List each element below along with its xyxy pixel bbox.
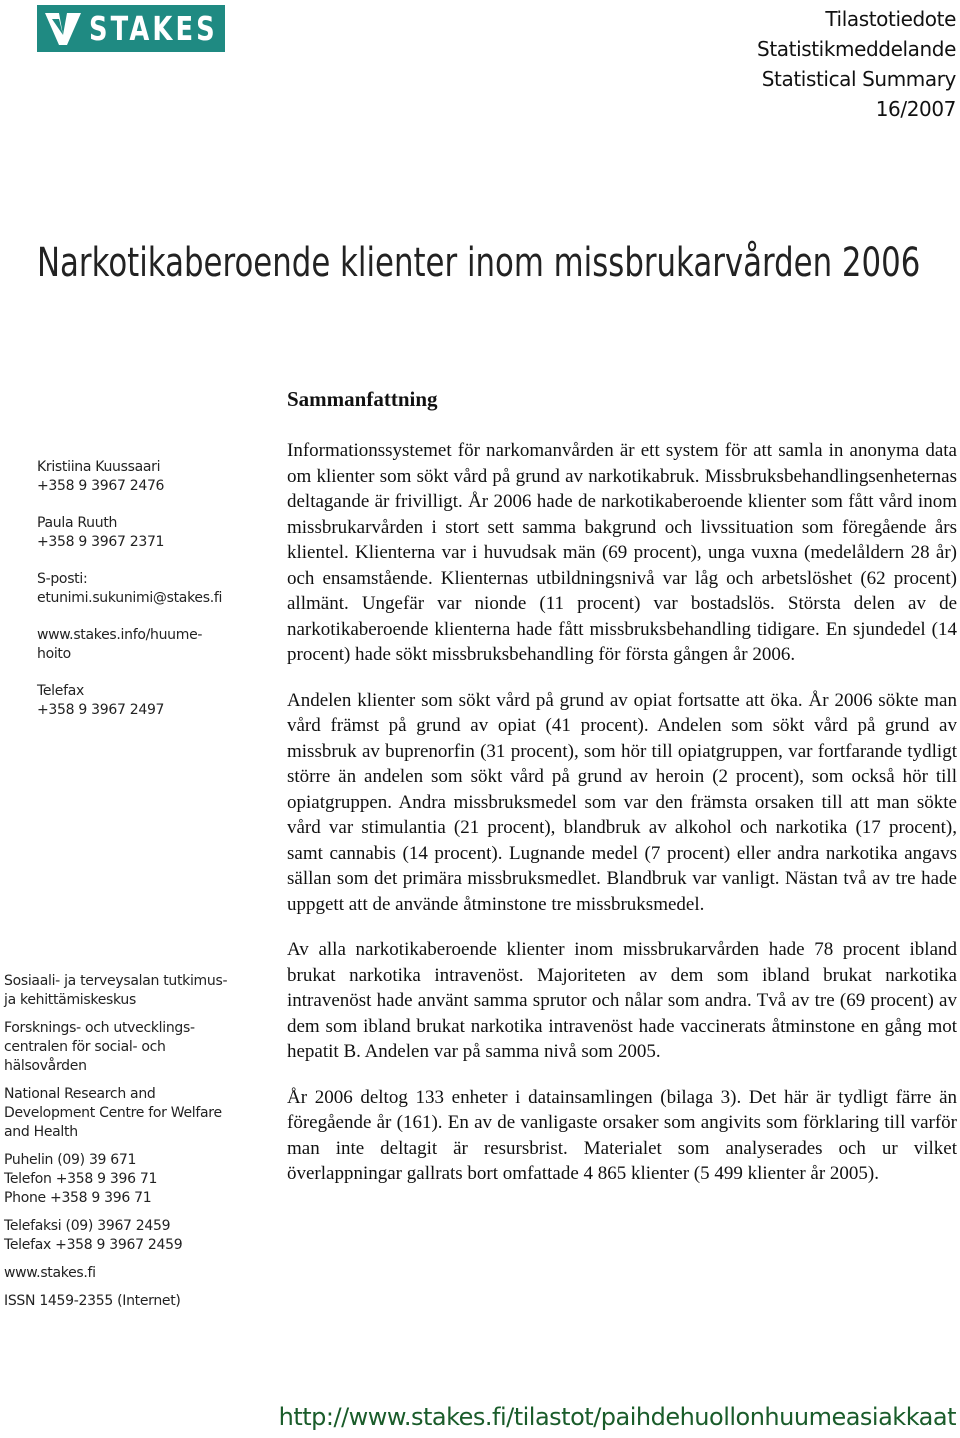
org-issn <box>4 1292 244 1311</box>
footer-url-link[interactable]: http://www.stakes.fi/tilastot/paihdehuollonhuumeasiakkaat <box>278 1403 956 1431</box>
series-line-sv: Statistikmeddelande <box>757 37 956 61</box>
email-label: S-posti: <box>37 571 88 587</box>
summary-paragraph: Informationssystemet för narkomanvården är ett system för att samla in anonyma data om klienter som sökt vård på grund av narkotikabruk. Missbruksbehandlingsenheternas deltagande är frivilligt. År 2006 hade de narkotikaberoende klienter som fått vård inom missbrukarvården i stort sett samma bakgrund och livssituation som föregående års klientel. Klienterna var i huvudsak män (69 procent), unga vuxna (medelåldern 28 år) och ensamstående. Klienternas utbildningsnivå var låg och arbetslöshet (62 procent) allmänt. Ungefär var nionde (11 procent) var bostadslös. Största delen av de narkotikaberoende klienterna hade fått missbruksbehandling tidigare. En sjundedel (14 procent) hade sökt missbruksbehandling för första gången år 2006. <box>287 440 957 665</box>
org-name-en-line: and Health <box>4 1124 78 1140</box>
org-phones <box>4 1151 244 1208</box>
web-link-line2[interactable]: hoito <box>37 646 71 662</box>
org-name-sv-line: hälsovården <box>4 1058 87 1074</box>
stakes-logo <box>37 5 225 52</box>
publication-series <box>757 4 956 124</box>
contact-name: Kristiina Kuussaari <box>37 459 161 475</box>
series-line-fi: Tilastotiedote <box>825 7 956 31</box>
org-name-fi-line: ja kehittämiskeskus <box>4 992 136 1008</box>
fax-number: +358 9 3967 2497 <box>37 702 165 718</box>
org-name-fi-line: Sosiaali- ja terveysalan tutkimus- <box>4 973 228 989</box>
org-name-sv <box>4 1019 244 1076</box>
stakes-logo-icon <box>37 5 89 52</box>
email-link[interactable]: etunimi.sukunimi@stakes.fi <box>37 590 223 606</box>
org-name-sv-line: Forsknings- och utvecklings- <box>4 1020 195 1036</box>
web-link[interactable] <box>37 626 252 664</box>
fax-label: Telefax <box>37 683 84 699</box>
organization-block <box>4 972 244 1320</box>
org-name-en <box>4 1085 244 1142</box>
org-name-sv-line: centralen för social- och <box>4 1039 166 1055</box>
org-faxes <box>4 1217 244 1255</box>
org-name-en-line: Development Centre for Welfare <box>4 1105 222 1121</box>
org-name-en-line: National Research and <box>4 1086 156 1102</box>
web-link-line1[interactable]: www.stakes.info/huume- <box>37 627 203 643</box>
series-line-en: Statistical Summary <box>761 67 956 91</box>
org-telefon: Telefon +358 9 396 71 <box>4 1171 158 1187</box>
logo-wordmark: STAKES <box>89 9 218 48</box>
contact-block <box>37 458 252 738</box>
contact-phone: +358 9 3967 2371 <box>37 534 165 550</box>
summary-section <box>287 384 957 1207</box>
summary-paragraph: År 2006 deltog 133 enheter i datainsamlingen (bilaga 3). Det här är tydligt färre än föregående år (161). En av de vanligaste orsaker som angivits som förklaring till varför man inte deltagit är resursbrist. Materialet som analyserades och ur vilket överlappningar gallrats bort omfattade 4 865 klienter (5 499 klienter år 2005). <box>287 1086 957 1184</box>
summary-paragraph: Andelen klienter som sökt vård på grund av opiat fortsatte att öka. År 2006 sökte man vård främst på grund av opiat (41 procent). Andelen som sökt vård på grund av missbruk av buprenorfin (31 procent), som hör till opiatgruppen, var fortfarande tydligt större än andelen som sökt vård på grund av heroin (2 procent), som också hör till opiatgruppen. Andra missbruksmedel som var den främsta orsaken till att man sökte vård var stimulantia (21 procent), blandbruk av alkohol och narkotika (17 procent), samt cannabis (14 procent). Lugnande medel (7 procent) eller andra narkotika angavs sällan som det primära missbruksmedlet. Blandbruk var vanligt. Nästan två av tre hade uppgett att de använde åtminstone tre missbruksmedel. <box>287 689 957 915</box>
org-telefaksi: Telefaksi (09) 3967 2459 <box>4 1218 171 1234</box>
contact-person <box>37 458 252 496</box>
org-puhelin: Puhelin (09) 39 671 <box>4 1152 137 1168</box>
contact-phone: +358 9 3967 2476 <box>37 478 165 494</box>
issn-number: ISSN 1459-2355 (Internet) <box>4 1293 181 1309</box>
fax-block <box>37 682 252 720</box>
contact-name: Paula Ruuth <box>37 515 118 531</box>
org-phone: Phone +358 9 396 71 <box>4 1190 152 1206</box>
email-block <box>37 570 252 608</box>
contact-person <box>37 514 252 552</box>
series-number: 16/2007 <box>875 97 956 121</box>
summary-heading: Sammanfattning <box>287 387 438 411</box>
org-name-fi <box>4 972 244 1010</box>
document-title: Narkotikaberoende klienter inom missbrukarvården 2006 <box>37 240 921 286</box>
org-web[interactable] <box>4 1264 244 1283</box>
org-web-link[interactable]: www.stakes.fi <box>4 1265 96 1281</box>
org-telefax: Telefax +358 9 3967 2459 <box>4 1237 183 1253</box>
summary-paragraph: Av alla narkotikaberoende klienter inom missbrukarvården hade 78 procent ibland brukat narkotika intravenöst. Majoriteten av dem som ibland brukat narkotika intravenöst hade använt samma sprutor och nålar som andra. Två av tre (69 procent) av dem som ibland brukat narkotika intravenöst hade vaccinerats åtminstone en gång mot hepatit B. Andelen var på samma nivå som 2005. <box>287 939 957 1062</box>
